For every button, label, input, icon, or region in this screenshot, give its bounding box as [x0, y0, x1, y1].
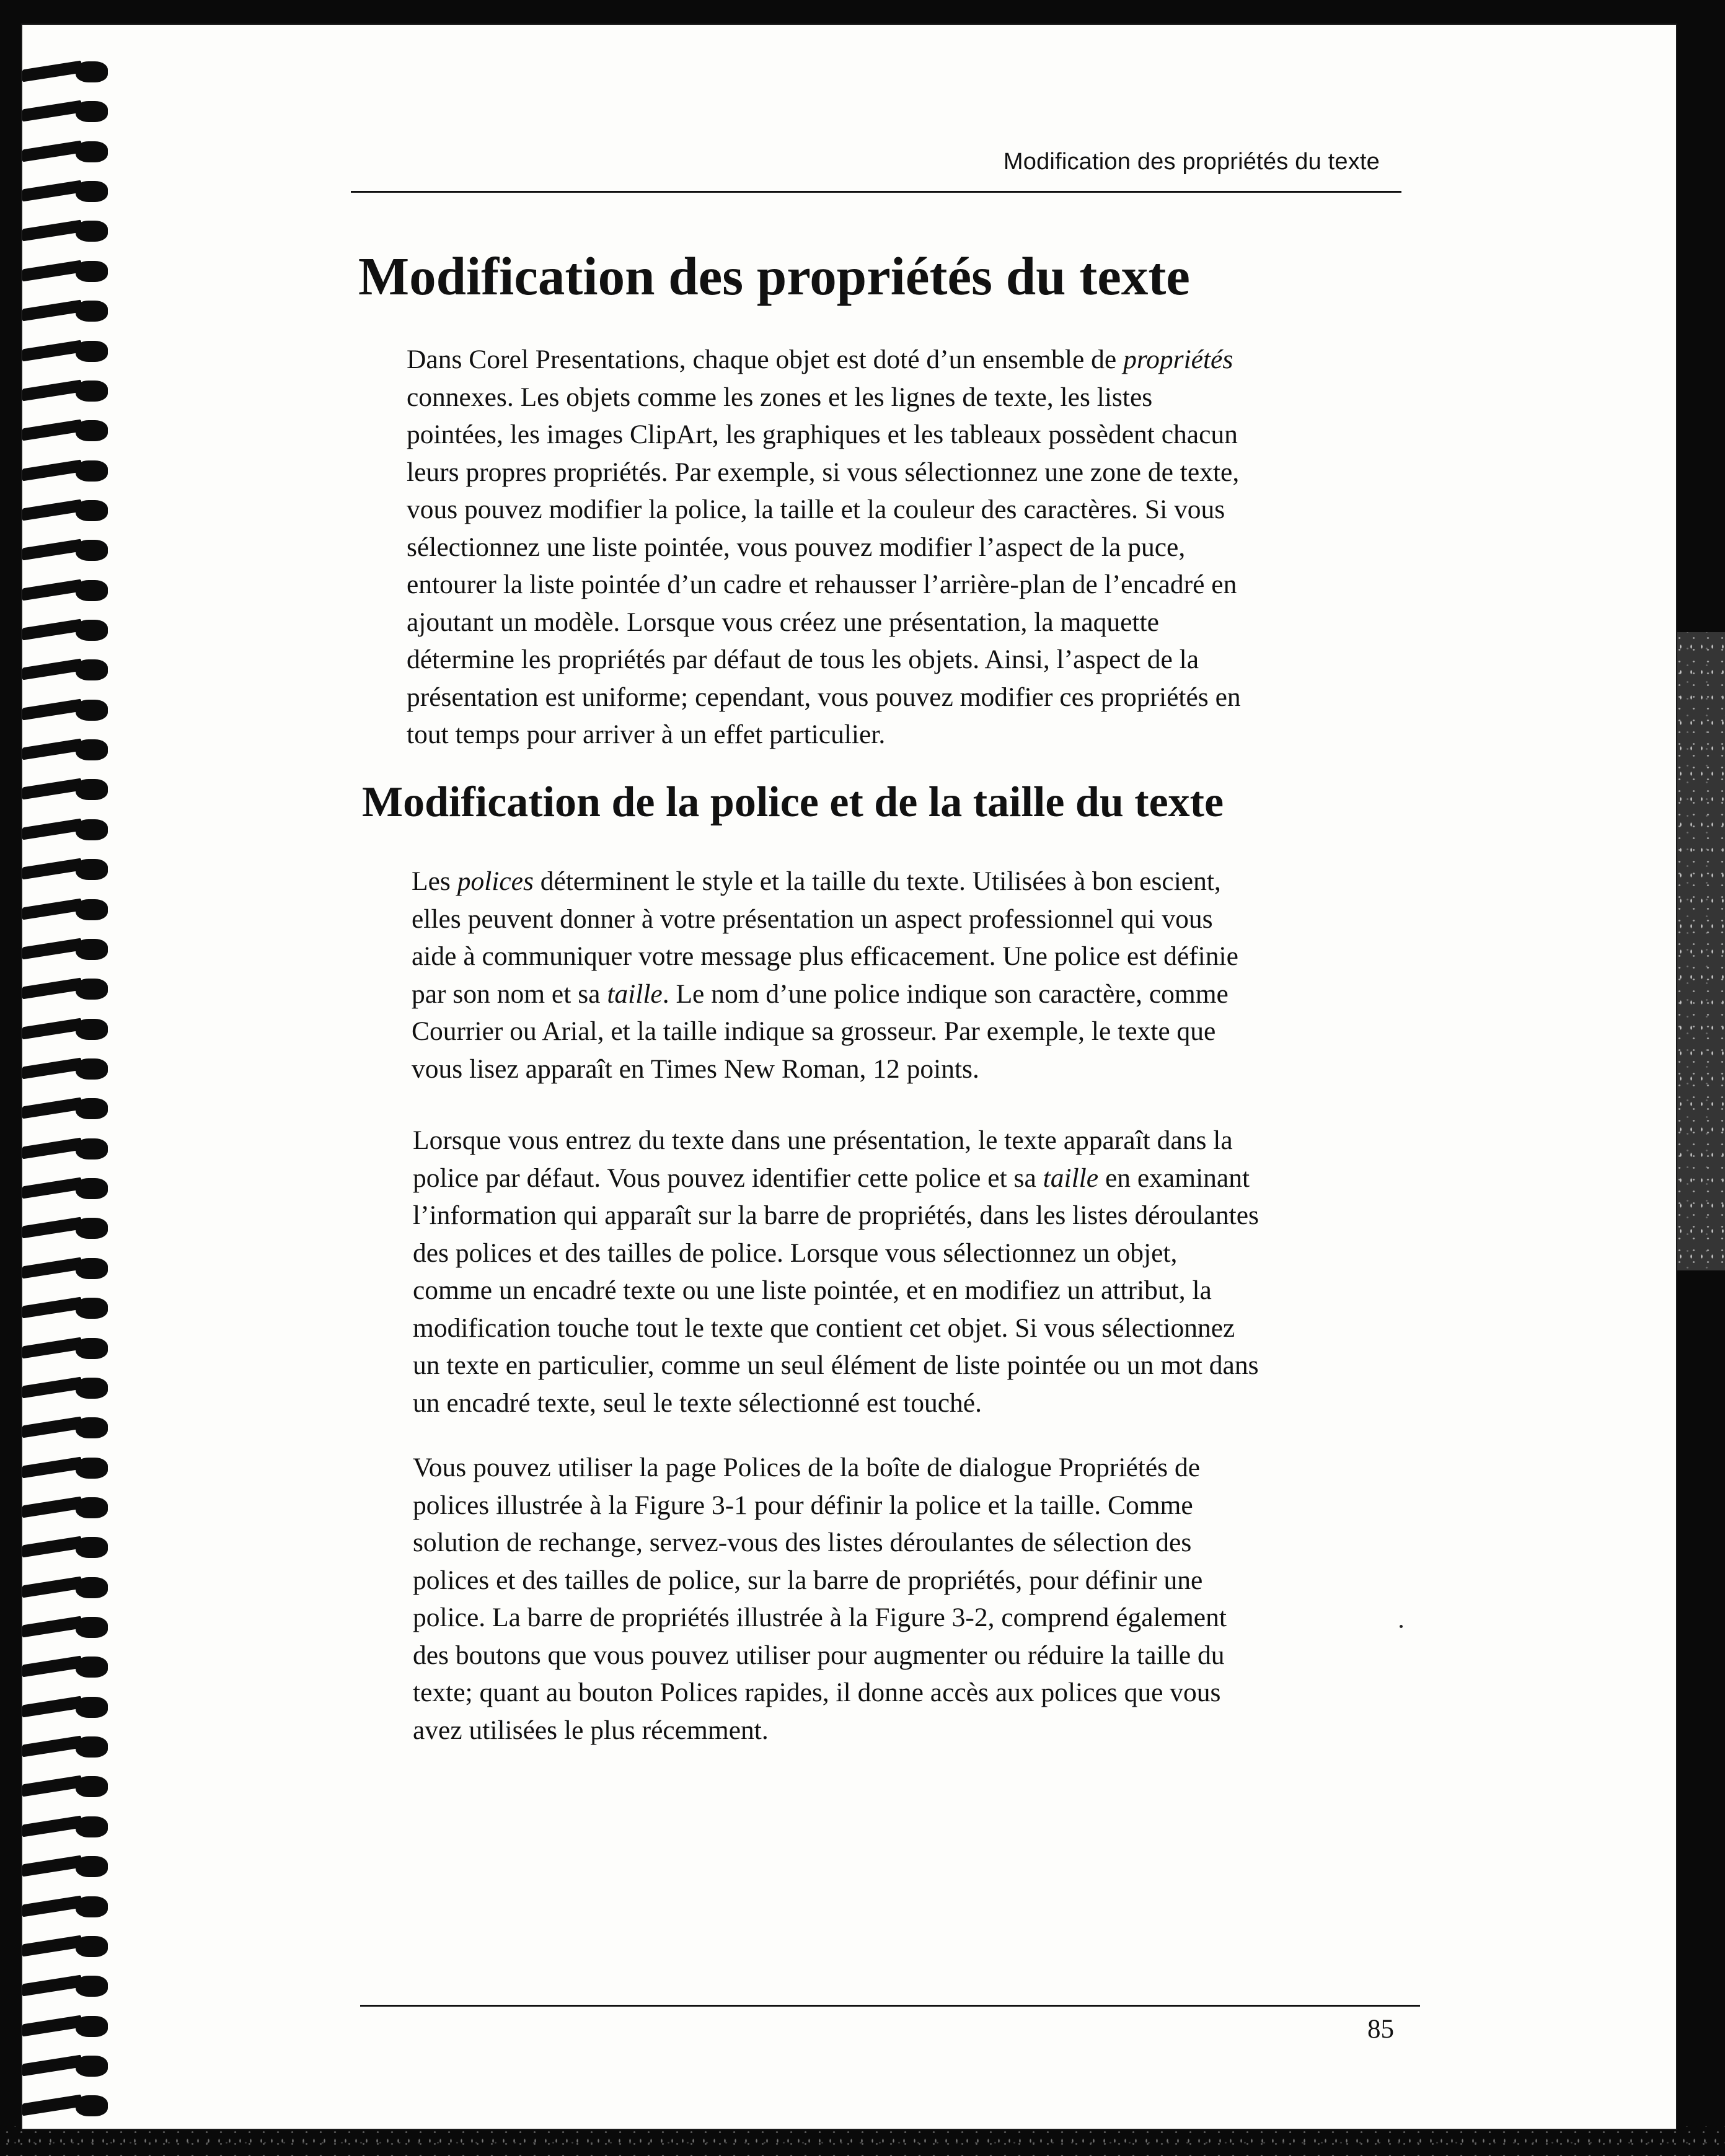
binding-ring	[22, 1335, 115, 1362]
binding-ring	[22, 617, 115, 643]
binding-ring	[22, 1575, 115, 1601]
text-line	[407, 641, 1429, 679]
text-line	[413, 1347, 1436, 1384]
binding-ring	[22, 458, 115, 484]
text-run: ajoutant un modèle. Lorsque vous créez une présentation, la maquette	[407, 607, 1159, 637]
footer-rule	[360, 2005, 1420, 2007]
text-run: par son nom et sa	[412, 979, 607, 1009]
text-run: polices illustrée à la Figure 3-1 pour définir la police et la taille. Comme	[413, 1490, 1193, 1520]
text-line	[407, 491, 1429, 529]
binding-ring	[22, 1495, 115, 1521]
binding-ring	[22, 897, 115, 923]
text-run: présentation est uniforme; cependant, vous pouvez modifier ces propriétés en	[407, 682, 1241, 712]
text-line	[413, 1122, 1436, 1159]
binding-ring	[22, 1375, 115, 1401]
text-run: Vous pouvez utiliser la page Polices de la boîte de dialogue Propriétés de	[413, 1453, 1201, 1482]
binding-ring	[22, 657, 115, 683]
text-run: Dans Corel Presentations, chaque objet est doté d’un ensemble de	[407, 345, 1124, 374]
text-run: texte; quant au bouton Polices rapides, il donne accès aux polices que vous	[413, 1678, 1221, 1707]
binding-ring	[22, 2093, 115, 2119]
binding-ring	[22, 1415, 115, 1441]
text-run: des boutons que vous pouvez utiliser pour augmenter ou réduire la taille du	[413, 1640, 1225, 1670]
binding-ring	[22, 1056, 115, 1082]
page-number: 85	[1367, 2015, 1394, 2044]
binding-ring	[22, 338, 115, 364]
italic-term: taille	[607, 979, 663, 1009]
text-line	[413, 1197, 1436, 1234]
binding-ring	[22, 976, 115, 1002]
binding-ring	[22, 1973, 115, 1999]
binding-ring	[22, 1894, 115, 1920]
binding-ring	[22, 178, 115, 205]
text-line	[407, 566, 1429, 604]
text-line	[413, 1272, 1436, 1309]
text-line	[412, 863, 1434, 900]
text-run: pointées, les images ClipArt, les graphiques et les tableaux possèdent chacun	[407, 420, 1238, 449]
italic-term: polices	[457, 866, 534, 896]
text-line	[407, 604, 1429, 641]
text-run: aide à communiquer votre message plus efficacement. Une police est définie	[412, 941, 1238, 971]
binding-ring	[22, 2053, 115, 2079]
text-line	[407, 716, 1429, 754]
text-line	[407, 341, 1429, 379]
binding-ring	[22, 1295, 115, 1321]
text-line	[413, 1562, 1436, 1599]
text-line	[407, 379, 1429, 416]
text-run: détermine les propriétés par défaut de tous les objets. Ainsi, l’aspect de la	[407, 645, 1199, 674]
text-line	[407, 679, 1429, 716]
text-line	[413, 1674, 1436, 1712]
binding-ring	[22, 1215, 115, 1241]
running-header: Modification des propriétés du texte	[1003, 149, 1380, 175]
binding-ring	[22, 378, 115, 404]
italic-term: propriétés	[1123, 345, 1233, 374]
binding-ring	[22, 697, 115, 723]
text-line	[413, 1449, 1436, 1487]
text-run: police. La barre de propriétés illustrée à la Figure 3-2, comprend également	[413, 1603, 1227, 1632]
text-line	[412, 1013, 1434, 1050]
text-line	[413, 1487, 1436, 1525]
binding-ring	[22, 59, 115, 85]
binding-ring	[22, 99, 115, 125]
binding-ring	[22, 737, 115, 763]
text-line	[413, 1599, 1436, 1637]
binding-ring	[22, 1614, 115, 1640]
scan-noise-right	[1672, 632, 1725, 1270]
text-line	[412, 1050, 1434, 1088]
text-line	[412, 900, 1434, 938]
text-line	[412, 975, 1434, 1013]
text-line	[407, 416, 1429, 454]
text-line	[413, 1712, 1436, 1749]
text-line	[413, 1384, 1436, 1422]
scan-noise-bottom	[0, 2126, 1725, 2156]
binding-ring	[22, 1934, 115, 1960]
binding-ring	[22, 2013, 115, 2039]
text-line	[412, 938, 1434, 975]
binding-ring	[22, 218, 115, 244]
binding-ring	[22, 498, 115, 524]
text-run: comme un encadré texte ou une liste pointée, et en modifiez un attribut, la	[413, 1275, 1212, 1305]
binding-ring	[22, 1256, 115, 1282]
text-run: l’information qui apparaît sur la barre de propriétés, dans les listes déroulantes	[413, 1200, 1259, 1230]
text-run: modification touche tout le texte que contient cet objet. Si vous sélectionnez	[413, 1313, 1235, 1343]
section-heading: Modification de la police et de la taille du texte	[362, 778, 1224, 826]
binding-ring	[22, 298, 115, 324]
text-run: vous lisez apparaît en Times New Roman, 12 points.	[412, 1054, 979, 1084]
text-run: Courrier ou Arial, et la taille indique sa grosseur. Par exemple, le texte que	[412, 1016, 1216, 1046]
binding-ring	[22, 139, 115, 165]
binding-ring	[22, 1136, 115, 1162]
text-line	[413, 1524, 1436, 1562]
binding-ring	[22, 258, 115, 284]
page-title: Modification des propriétés du texte	[358, 246, 1190, 306]
text-run: tout temps pour arriver à un effet particulier.	[407, 719, 886, 749]
text-run: des polices et des tailles de police. Lorsque vous sélectionnez un objet,	[413, 1238, 1178, 1268]
binding-ring	[22, 856, 115, 882]
text-run: Les	[412, 866, 457, 896]
binding-ring	[22, 1654, 115, 1680]
binding-ring	[22, 1016, 115, 1042]
intro-paragraph	[407, 341, 1429, 754]
italic-term: taille	[1043, 1163, 1099, 1193]
text-run: leurs propres propriétés. Par exemple, si vous sélectionnez une zone de texte,	[407, 457, 1240, 487]
binding-ring	[22, 537, 115, 563]
binding-ring	[22, 1694, 115, 1720]
binding-ring	[22, 1534, 115, 1560]
binding-ring	[22, 936, 115, 962]
text-run: déterminent le style et la taille du texte. Utilisées à bon escient,	[533, 866, 1221, 896]
binding-ring	[22, 1854, 115, 1880]
binding-ring	[22, 418, 115, 444]
text-run: Lorsque vous entrez du texte dans une présentation, le texte apparaît dans la	[413, 1125, 1233, 1155]
text-run: polices et des tailles de police, sur la barre de propriétés, pour définir une	[413, 1565, 1203, 1595]
book-page	[22, 25, 1676, 2129]
spiral-binding	[22, 59, 115, 2119]
binding-ring	[22, 1096, 115, 1122]
text-line	[413, 1234, 1436, 1272]
binding-ring	[22, 578, 115, 604]
binding-ring	[22, 817, 115, 843]
text-line	[413, 1637, 1436, 1674]
text-run: en examinant	[1098, 1163, 1250, 1193]
text-run: un encadré texte, seul le texte sélectionné est touché.	[413, 1388, 982, 1418]
text-run: un texte en particulier, comme un seul élément de liste pointée ou un mot dans	[413, 1350, 1259, 1380]
binding-ring	[22, 1734, 115, 1760]
binding-ring	[22, 1814, 115, 1840]
text-line	[413, 1309, 1436, 1347]
text-run: solution de rechange, servez-vous des listes déroulantes de sélection des	[413, 1528, 1192, 1557]
text-run: vous pouvez modifier la police, la taille et la couleur des caractères. Si vous	[407, 495, 1225, 524]
binding-ring	[22, 777, 115, 803]
stray-ink-dot	[1400, 1625, 1403, 1628]
text-run: sélectionnez une liste pointée, vous pouvez modifier l’aspect de la puce,	[407, 532, 1186, 562]
text-run: . Le nom d’une police indique son caractère, comme	[662, 979, 1229, 1009]
text-run: avez utilisées le plus récemment.	[413, 1715, 769, 1745]
text-line	[407, 529, 1429, 566]
header-rule	[351, 191, 1401, 193]
text-run: connexes. Les objets comme les zones et les lignes de texte, les listes	[407, 382, 1153, 412]
body-paragraph-3	[413, 1449, 1436, 1749]
text-run: elles peuvent donner à votre présentation un aspect professionnel qui vous	[412, 904, 1213, 934]
binding-ring	[22, 1176, 115, 1202]
binding-ring	[22, 1455, 115, 1481]
text-run: entourer la liste pointée d’un cadre et rehausser l’arrière-plan de l’encadré en	[407, 570, 1237, 599]
body-paragraph-2	[413, 1122, 1436, 1422]
text-line	[407, 454, 1429, 491]
text-line	[413, 1159, 1436, 1197]
body-paragraph-1	[412, 863, 1434, 1088]
binding-ring	[22, 1774, 115, 1800]
text-run: police par défaut. Vous pouvez identifier cette police et sa	[413, 1163, 1043, 1193]
